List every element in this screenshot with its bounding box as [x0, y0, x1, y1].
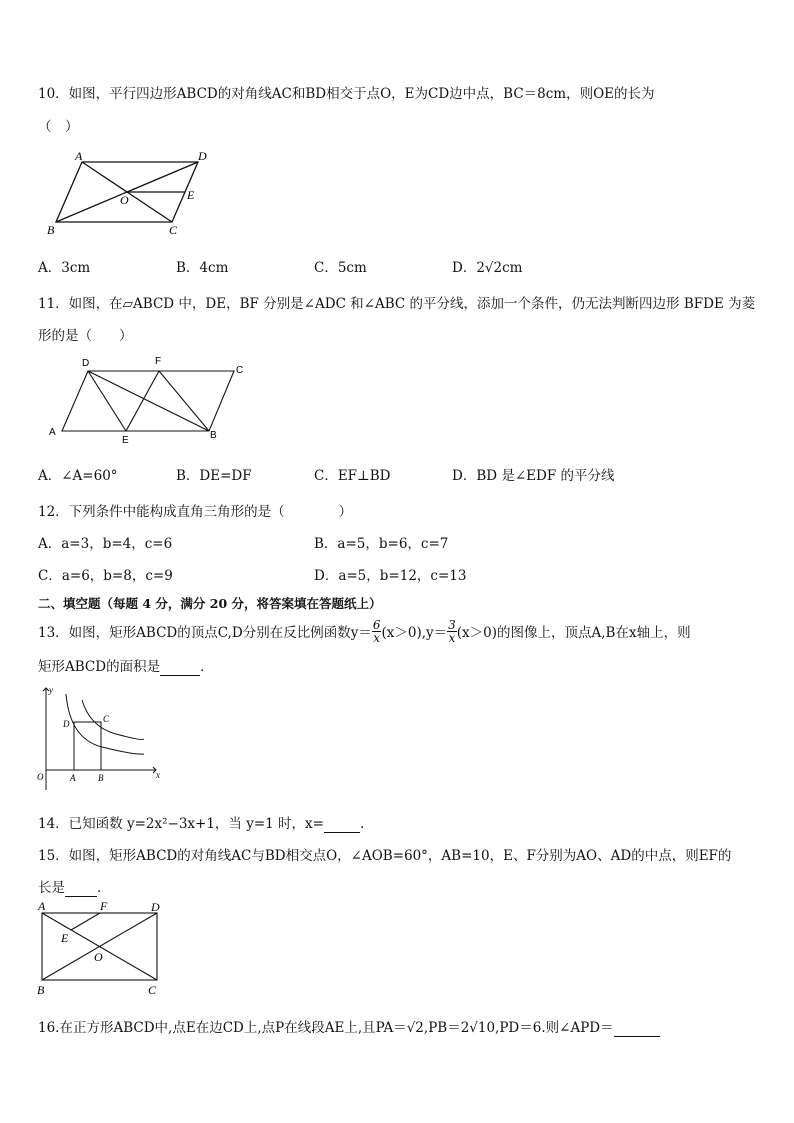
- q14-stem: 14．已知函数 y=2x²−3x+1，当 y=1 时，x= .: [38, 816, 365, 832]
- q16-answer-blank: [614, 1020, 660, 1037]
- q15-label-a: A: [38, 899, 46, 913]
- q11-label-c: C: [236, 365, 244, 376]
- q13-hyperbola-figure: [36, 684, 164, 794]
- q10-label-b: B: [47, 223, 55, 236]
- q10-label-o: O: [120, 193, 129, 207]
- q15-label-c: C: [148, 983, 157, 997]
- q15-stem-line2: 长是 ．: [38, 880, 111, 896]
- q13-label-b: B: [98, 773, 104, 783]
- q15-rectangle-figure: [34, 898, 170, 998]
- q12-option-a: A．a=3，b=4，c=6: [38, 536, 173, 552]
- q13-label-o: O: [37, 772, 44, 782]
- q13-fraction-3-over-x: $\frac{3}{x}$: [448, 617, 456, 645]
- q14-answer-blank: [324, 816, 360, 833]
- q10-parallelogram-figure: [44, 148, 214, 236]
- q11-parallelogram-figure: [44, 354, 254, 446]
- q13-label-a: A: [70, 773, 76, 783]
- section-heading-fill-in: 二、填空题（每题 4 分，满分 20 分，将答案填在答题纸上）: [38, 596, 382, 611]
- q13-text-c: (x＞0)的图像上，顶点A,B在x轴上，则: [456, 625, 691, 641]
- q13-label-d: D: [63, 719, 70, 729]
- q15-label-d: D: [151, 900, 160, 914]
- q13-text-a: 13．如图，矩形ABCD的顶点C,D分别在反比例函数y＝: [38, 625, 372, 641]
- q11-label-a: A: [49, 427, 56, 438]
- q13-stem-line1: [38, 613, 691, 649]
- q11-label-d: D: [82, 358, 90, 369]
- q10-option-c: C．5cm: [314, 260, 367, 276]
- q10-answer-paren: （ ）: [38, 119, 79, 135]
- q15-answer-blank: [65, 880, 97, 897]
- q11-option-c: C．EF⊥BD: [314, 468, 391, 484]
- q12-stem: 12．下列条件中能构成直角三角形的是（ ）: [38, 504, 353, 520]
- q12-option-d: D．a=5，b=12，c=13: [314, 568, 467, 584]
- q13-label-y-axis: y: [49, 685, 53, 695]
- q12-option-c: C．a=6，b=8，c=9: [38, 568, 173, 584]
- q10-option-b: B．4cm: [176, 260, 229, 276]
- q11-label-e: E: [122, 435, 129, 446]
- q13-label-x-axis: x: [156, 770, 160, 780]
- q10-label-c: C: [169, 223, 178, 236]
- q11-stem-line2: 形的是（ ）: [38, 328, 133, 344]
- q11-option-d: D．BD 是∠EDF 的平分线: [452, 468, 615, 484]
- q10-label-d: D: [198, 149, 207, 163]
- q15-label-b: B: [37, 983, 45, 997]
- q13-answer-blank: [160, 659, 200, 676]
- q10-label-a: A: [75, 149, 83, 163]
- q11-label-f: F: [155, 356, 162, 367]
- q11-stem-line1: 11．如图，在▱ABCD 中，DE，BF 分别是∠ADC 和∠ABC 的平分线，添加一个条件，仍无法判断四边形 BFDE 为菱: [38, 296, 756, 312]
- q15-label-f: F: [100, 899, 108, 913]
- q13-stem-line2: 矩形ABCD的面积是 ．: [38, 659, 214, 675]
- q10-option-d: D．2√2cm: [452, 260, 523, 276]
- q15-label-o: O: [94, 950, 103, 964]
- q13-label-c: C: [103, 714, 110, 724]
- q16-stem: 16.在正方形ABCD中,点E在边CD上,点P在线段AE上,且PA＝√2,PB＝2√10,PD＝6.则∠APD＝: [38, 1016, 660, 1037]
- q10-option-a: A．3cm: [38, 260, 91, 276]
- q11-option-a: A．∠A=60°: [38, 468, 118, 484]
- q13-text-b: (x＞0),y＝: [381, 625, 448, 641]
- q10-stem: 10．如图，平行四边形ABCD的对角线AC和BD相交于点O，E为CD边中点，BC＝8cm，则OE的长为: [38, 86, 655, 102]
- q15-stem-line1: 15．如图，矩形ABCD的对角线AC与BD相交点O，∠AOB=60°，AB=10，E、F分别为AO、AD的中点，则EF的: [38, 848, 732, 864]
- q15-label-e: E: [61, 931, 69, 945]
- q12-option-b: B．a=5，b=6，c=7: [314, 536, 449, 552]
- q11-label-b: B: [210, 430, 217, 441]
- q13-fraction-6-over-x: $\frac{6}{x}$: [372, 617, 381, 645]
- q11-option-b: B．DE=DF: [176, 468, 252, 484]
- q10-label-e: E: [187, 188, 195, 202]
